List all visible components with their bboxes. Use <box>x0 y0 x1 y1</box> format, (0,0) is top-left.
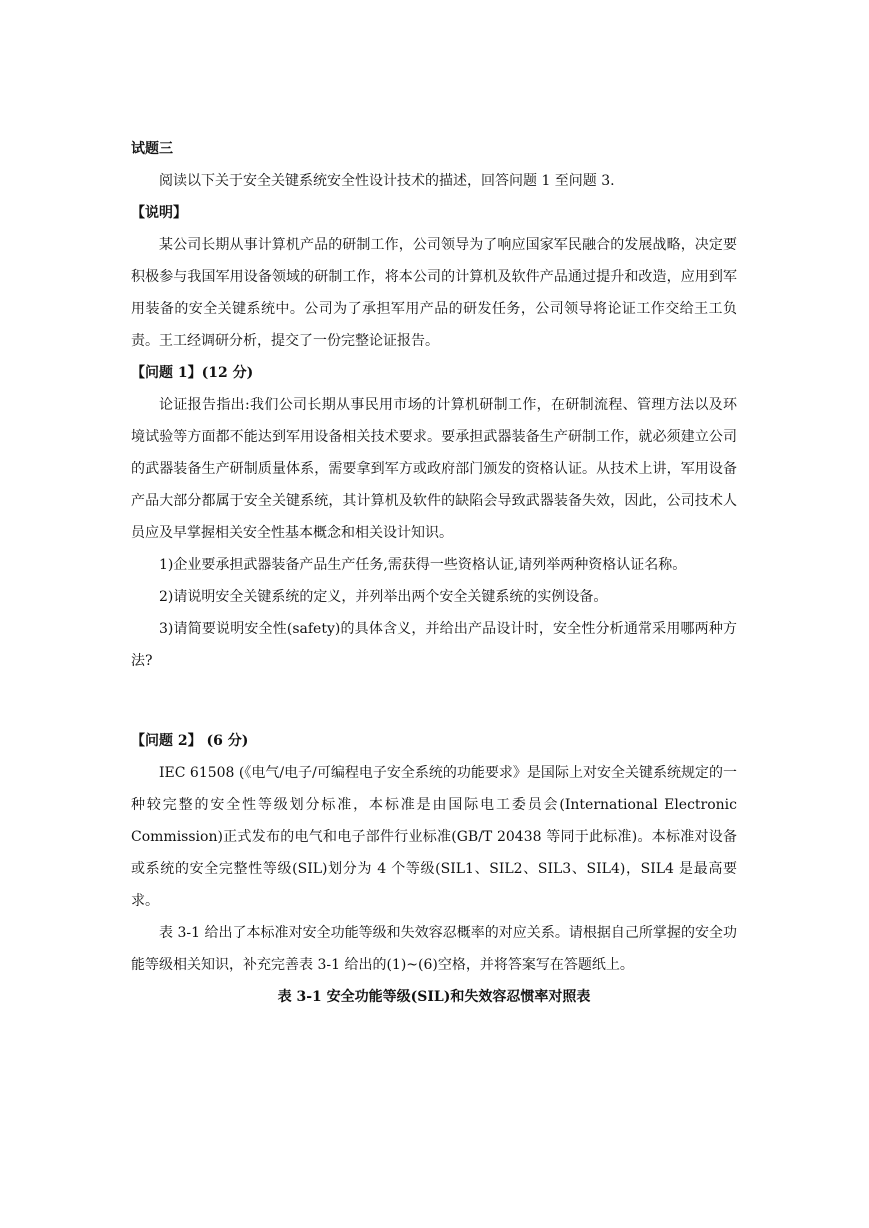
exam-title: 试题三 <box>131 141 173 157</box>
question2-body-1: IEC 61508 (《电气/电子/可编程电子安全系统的功能要求》是国际上对安全关键系统规定的一种较完整的安全性等级划分标准，本标准是由国际电工委员会(International Electronic Commission)正式发布的电气和电子部件行业标准(GB/T 20438 等同于此标准)。本标准对设备或系统的安全完整性等级(SIL)划分为 4 个等级(SIL1、SIL2、SIL3、SIL4)，SIL4 是最高要求。 <box>131 765 737 909</box>
question2-heading: 【问题 2】 (6 分) <box>131 733 249 749</box>
question2-body-2: 表 3-1 给出了本标准对安全功能等级和失效容忍概率的对应关系。请根据自己所掌握的安全功能等级相关知识，补充完善表 3-1 给出的(1)~(6)空格，并将答案写在答题纸上。 <box>131 925 737 973</box>
document-content <box>131 133 737 1013</box>
question1-item-2: 2)请说明安全关键系统的定义，并列举出两个安全关键系统的实例设备。 <box>159 589 608 605</box>
intro-text: 阅读以下关于安全关键系统安全性设计技术的描述，回答问题 1 至问题 3. <box>159 173 615 189</box>
section-spacer <box>131 677 737 725</box>
question1-body: 论证报告指出:我们公司长期从事民用市场的计算机研制工作，在研制流程、管理方法以及环境试验等方面都不能达到军用设备相关技术要求。要承担武器装备生产研制工作，就必须建立公司的武器装备生产研制质量体系，需要拿到军方或政府部门颁发的资格认证。从技术上讲，军用设备产品大部分都属于安全关键系统，其计算机及软件的缺陷会导致武器装备失效，因此，公司技术人员应及早掌握相关安全性基本概念和相关设计知识。 <box>131 397 737 541</box>
table-caption: 表 3-1 安全功能等级(SIL)和失效容忍惯率对照表 <box>277 989 591 1005</box>
question1-item-1: 1)企业要承担武器装备产品生产任务,需获得一些资格认证,请列举两种资格认证名称。 <box>159 557 687 573</box>
question1-item-3: 3)请简要说明安全性(safety)的具体含义，并给出产品设计时，安全性分析通常采用哪两种方法? <box>131 621 737 669</box>
question1-heading: 【问题 1】(12 分) <box>131 365 254 381</box>
explain-heading: 【说明】 <box>131 205 187 221</box>
explain-body: 某公司长期从事计算机产品的研制工作，公司领导为了响应国家军民融合的发展战略，决定要积极参与我国军用设备领域的研制工作，将本公司的计算机及软件产品通过提升和改造，应用到军用装备的安全关键系统中。公司为了承担军用产品的研发任务，公司领导将论证工作交给王工负责。王工经调研分析，提交了一份完整论证报告。 <box>131 237 737 349</box>
